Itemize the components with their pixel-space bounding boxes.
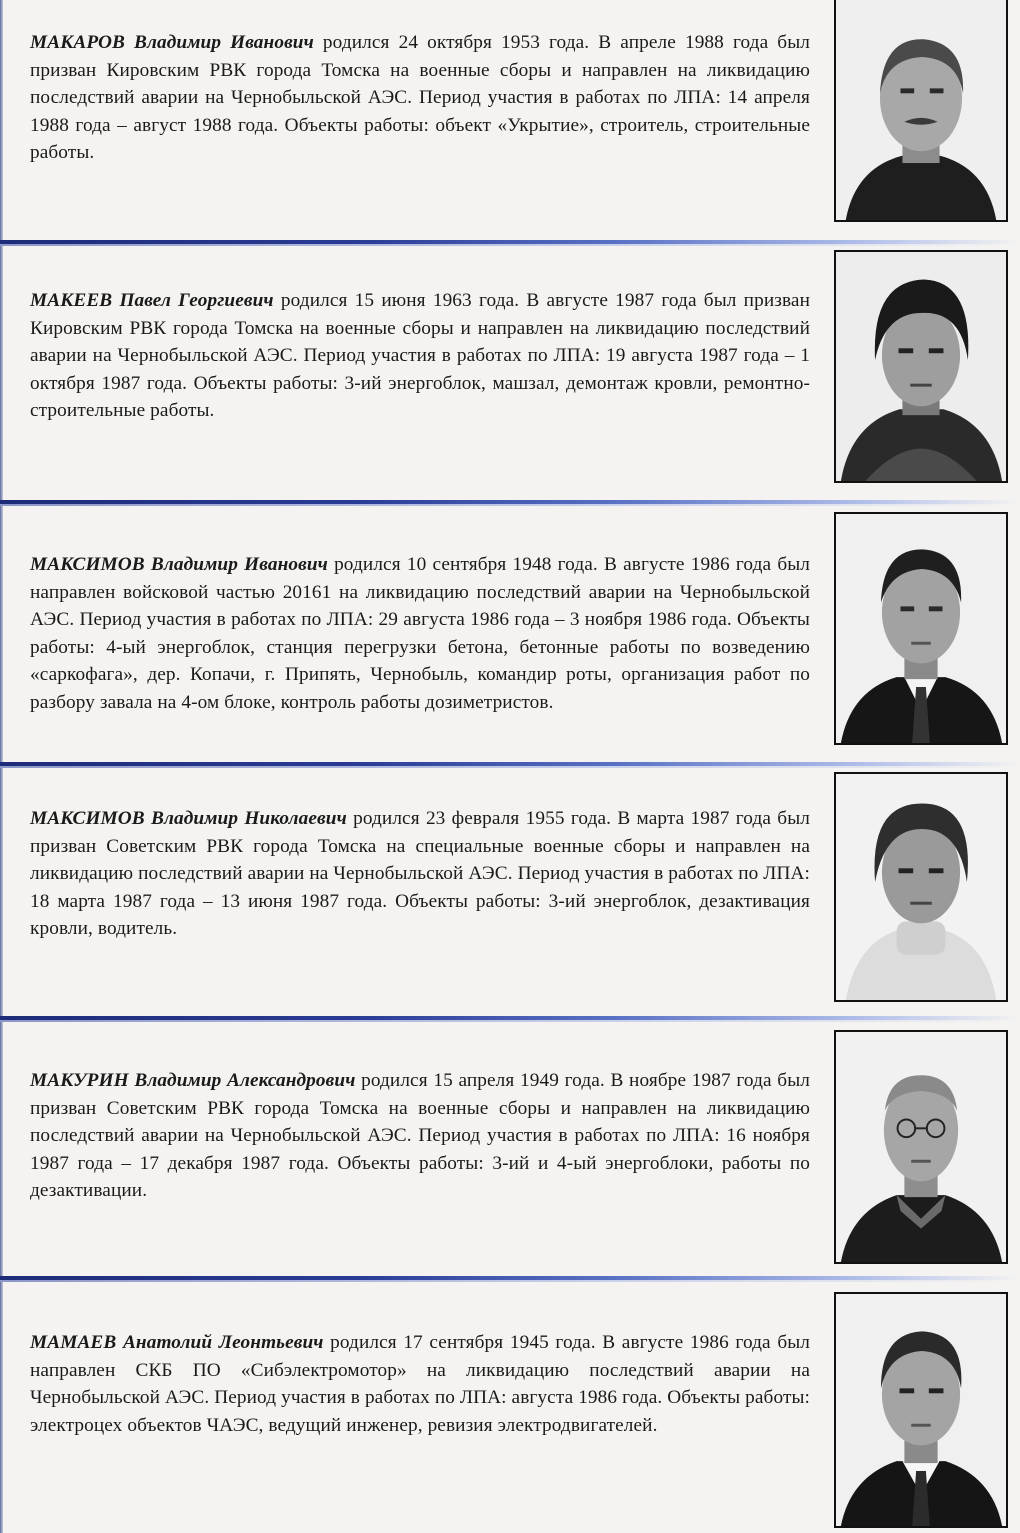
divider xyxy=(0,1016,1020,1022)
portrait-photo-2 xyxy=(834,250,1008,483)
bio-entry-1 xyxy=(30,29,810,167)
person-name: МАКАРОВ Владимир Иванович xyxy=(30,32,314,53)
portrait-photo-3 xyxy=(834,512,1008,745)
divider xyxy=(0,500,1020,506)
bio-entry-4 xyxy=(30,805,810,943)
person-name: МАКЕЕВ Павел Георгиевич xyxy=(30,290,274,311)
portrait-photo-4 xyxy=(834,772,1008,1002)
bio-text: родился 15 апреля 1949 года. В ноябре 1987 года был призван Советским РВК города Томска на военные сборы и направлен на ликвидацию последствий аварии на Чернобыльской АЭС. Период участия в работах по ЛПА: 16 ноября 1987 года – 17 декабря 1987 года. Объекты работы: 3-ий и 4-ый энергоблоки, работы по дезактивации. xyxy=(30,1070,810,1201)
person-name: МАКСИМОВ Владимир Николаевич xyxy=(30,808,347,829)
divider xyxy=(0,1276,1020,1282)
portrait-photo-6 xyxy=(834,1292,1008,1528)
portrait-photo-5 xyxy=(834,1030,1008,1264)
bio-entry-6 xyxy=(30,1329,810,1439)
bio-text: родился 10 сентября 1948 года. В августе 1986 года был направлен войсковой частью 20161 на ликвидацию последствий аварии на Чернобыльской АЭС. Период участия в работах по ЛПА: 29 августа 1986 года – 3 ноября 1986 года. Объекты работы: 4-ый энергоблок, станция перегрузки бетона, бетонные работы по возведению «саркофага», дер. Копачи, г. Припять, Чернобыль, командир роты, организация работ по разбору завала на 4-ом блоке, контроль работы дозиметристов. xyxy=(30,554,811,713)
person-name: МАКСИМОВ Владимир Иванович xyxy=(30,554,328,575)
bio-entry-2 xyxy=(30,287,810,425)
divider xyxy=(0,762,1020,768)
bio-entry-5 xyxy=(30,1067,810,1205)
person-name: МАМАЕВ Анатолий Леонтьевич xyxy=(30,1332,324,1353)
portrait-photo-1 xyxy=(834,0,1008,222)
bio-text: родился 17 сентября 1945 года. В августе 1986 года был направлен СКБ ПО «Сибэлектромотор» на ликвидацию последствий аварии на Чернобыльской АЭС. Период участия в работах по ЛПА: августа 1986 года. Объекты работы: электроцех объектов ЧАЭС, ведущий инженер, ревизия электродвигателей. xyxy=(30,1332,810,1436)
divider xyxy=(0,240,1020,246)
person-name: МАКУРИН Владимир Александрович xyxy=(30,1070,356,1091)
bio-entry-3 xyxy=(30,551,810,716)
bio-text: родился 23 февраля 1955 года. В марта 1987 года был призван Советским РВК города Томска на специальные военные сборы и направлен на ликвидацию последствий аварии на Чернобыльской АЭС. Период участия в работах по ЛПА: 18 марта 1987 года – 13 июня 1987 года. Объекты работы: 3-ий энергоблок, дезактивация кровли, водитель. xyxy=(30,808,810,939)
bio-text: родился 24 октября 1953 года. В апреле 1988 года был призван Кировским РВК города Томска на военные сборы и направлен на ликвидацию последствий аварии на Чернобыльской АЭС. Период участия в работах по ЛПА: 14 апреля 1988 года – август 1988 года. Объекты работы: объект «Укрытие», строитель, строительные работы. xyxy=(30,32,810,163)
bio-text: родился 15 июня 1963 года. В августе 1987 года был призван Кировским РВК города Томска на военные сборы и направлен на ликвидацию последствий аварии на Чернобыльской АЭС. Период участия в работах по ЛПА: 19 августа 1987 года – 1 октября 1987 года. Объекты работы: 3-ий энергоблок, машзал, демонтаж кровли, ремонтно-строительные работы. xyxy=(30,290,810,421)
